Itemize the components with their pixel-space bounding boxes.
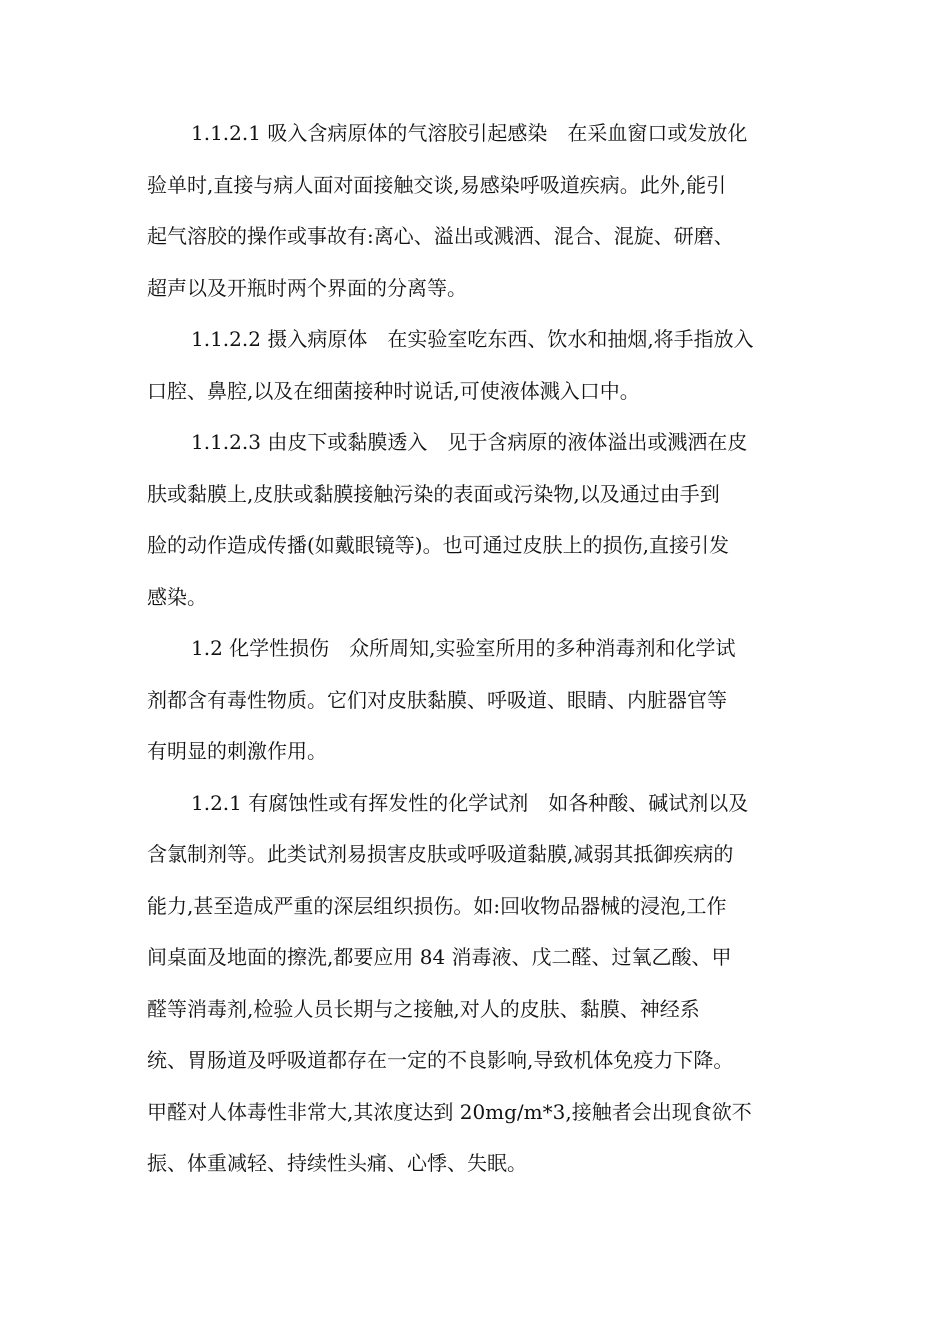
text-line: 口腔、鼻腔,以及在细菌接种时说话,可使液体溅入口中。	[147, 378, 640, 403]
text-line: 含氯制剂等。此类试剂易损害皮肤或呼吸道黏膜,减弱其抵御疾病的	[147, 842, 734, 866]
paragraph-1-1-2-3	[147, 417, 807, 623]
text-line: 起气溶胶的操作或事故有:离心、溢出或溅洒、混合、混旋、研磨、	[147, 224, 734, 248]
text-line: 1.1.2.2 摄入病原体 在实验室吃东西、饮水和抽烟,将手指放入	[191, 327, 754, 351]
text-line: 甲醛对人体毒性非常大,其浓度达到 20mg/m*3,接触者会出现食欲不	[147, 1099, 752, 1124]
text-line: 超声以及开瓶时两个界面的分离等。	[147, 275, 467, 300]
paragraph-1-1-2-2	[147, 314, 807, 417]
text-line: 1.1.2.1 吸入含病原体的气溶胶引起感染 在采血窗口或发放化	[191, 121, 748, 145]
text-line: 统、胃肠道及呼吸道都存在一定的不良影响,导致机体免疫力下降。	[147, 1048, 734, 1072]
text-line: 剂都含有毒性物质。它们对皮肤黏膜、呼吸道、眼睛、内脏器官等	[147, 687, 727, 712]
text-line: 感染。	[147, 584, 207, 609]
text-line: 1.2 化学性损伤 众所周知,实验室所用的多种消毒剂和化学试	[191, 636, 736, 660]
text-line: 能力,甚至造成严重的深层组织损伤。如:回收物品器械的浸泡,工作	[147, 893, 727, 918]
text-line: 1.2.1 有腐蚀性或有挥发性的化学试剂 如各种酸、碱试剂以及	[191, 790, 749, 815]
text-line: 醛等消毒剂,检验人员长期与之接触,对人的皮肤、黏膜、神经系	[147, 996, 700, 1021]
paragraph-1-2	[147, 623, 807, 778]
text-line: 肤或黏膜上,皮肤或黏膜接触污染的表面或污染物,以及通过由手到	[147, 481, 720, 506]
text-line: 有明显的刺激作用。	[147, 739, 327, 763]
text-line: 振、体重减轻、持续性头痛、心悸、失眠。	[147, 1151, 527, 1175]
text-line: 间桌面及地面的擦洗,都要应用 84 消毒液、戊二醛、过氧乙酸、甲	[147, 945, 732, 969]
paragraph-1-2-1	[147, 778, 807, 1190]
text-line: 脸的动作造成传播(如戴眼镜等)。也可通过皮肤上的损伤,直接引发	[147, 533, 729, 557]
paragraph-1-1-2-1	[147, 108, 807, 314]
text-line: 验单时,直接与病人面对面接触交谈,易感染呼吸道疾病。此外,能引	[147, 172, 727, 197]
text-line: 1.1.2.3 由皮下或黏膜透入 见于含病原的液体溢出或溅洒在皮	[191, 430, 748, 454]
document-body	[147, 108, 807, 1190]
